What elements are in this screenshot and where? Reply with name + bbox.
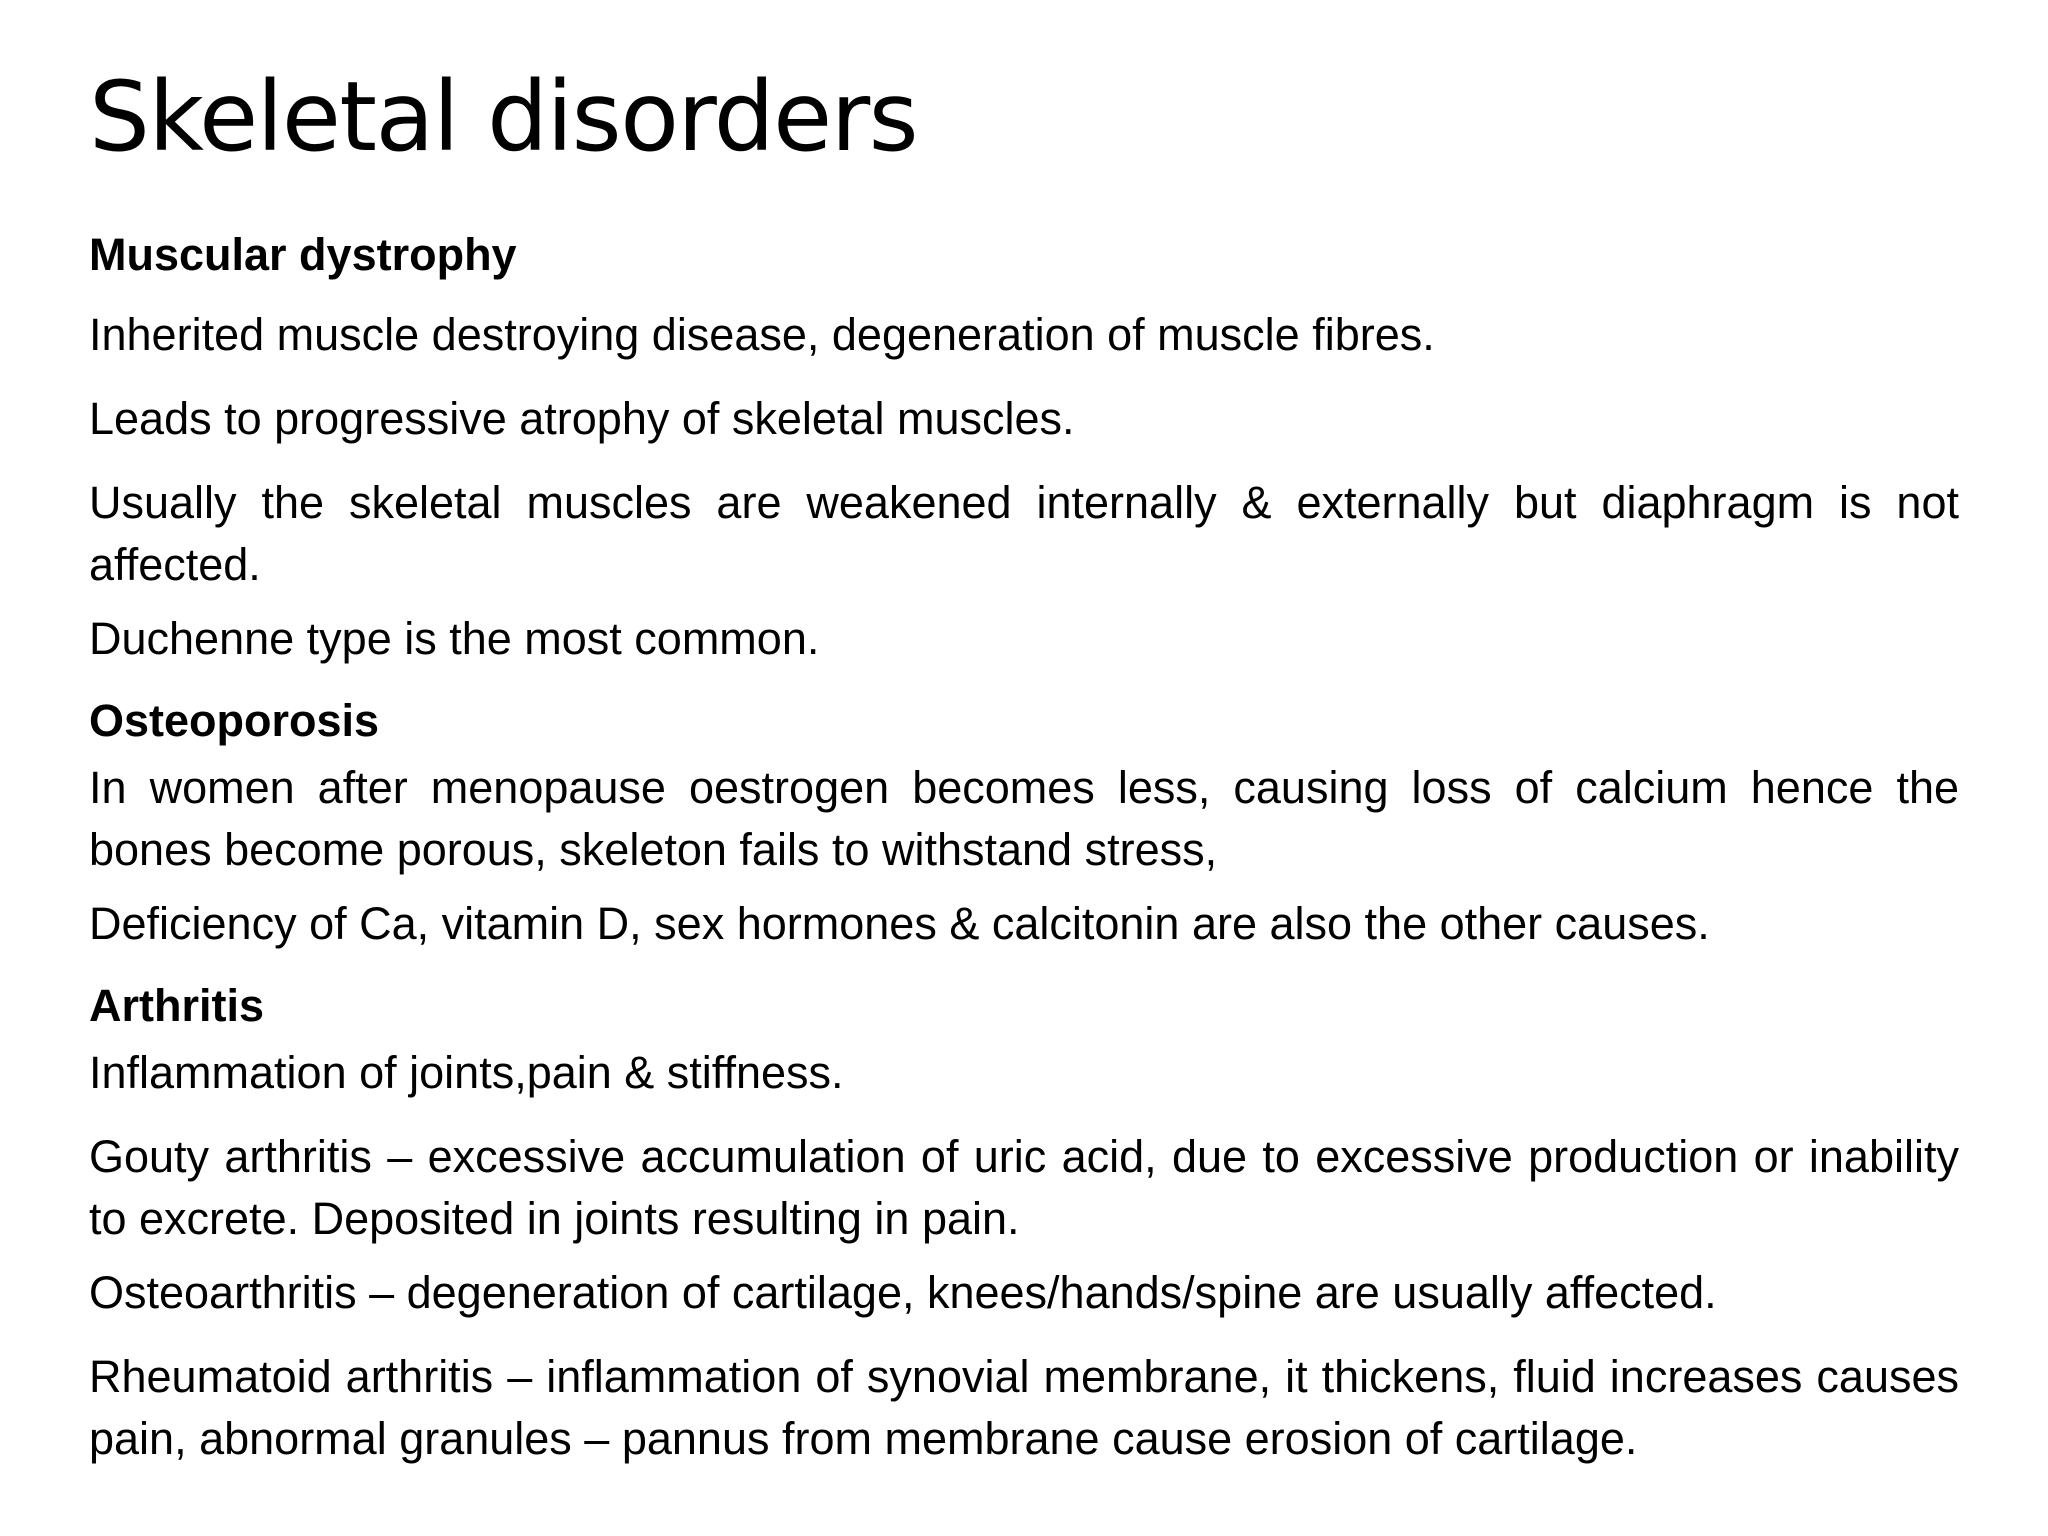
section-heading: Muscular dystrophy (89, 229, 517, 280)
section-paragraph: In women after menopause oestrogen becomes less, causing loss of calcium hence the bones become porous, skeleton fails to withstand stress, (89, 762, 1959, 875)
section-paragraph: Inherited muscle destroying disease, degeneration of muscle fibres. (89, 309, 1435, 360)
section-osteoporosis (89, 690, 1959, 955)
slide-body (89, 224, 1959, 1470)
slide-title: Skeletal disorders (89, 61, 918, 173)
section-paragraph: Osteoarthritis – degeneration of cartilage, knees/hands/spine are usually affected. (89, 1267, 1717, 1318)
section-paragraph: Duchenne type is the most common. (89, 613, 820, 664)
section-arthritis (89, 975, 1959, 1470)
section-paragraph: Usually the skeletal muscles are weakened internally & externally but diaphragm is not affected. (89, 477, 1959, 590)
section-paragraph: Deficiency of Ca, vitamin D, sex hormones & calcitonin are also the other causes. (89, 898, 1710, 949)
section-paragraph: Gouty arthritis – excessive accumulation of uric acid, due to excessive production or inability to excrete. Deposited in joints resulting in pain. (89, 1131, 1959, 1244)
section-heading: Arthritis (89, 980, 265, 1031)
section-muscular-dystrophy (89, 224, 1959, 670)
section-heading: Osteoporosis (89, 695, 380, 746)
section-paragraph: Inflammation of joints,pain & stiffness. (89, 1047, 844, 1098)
section-paragraph: Leads to progressive atrophy of skeletal muscles. (89, 393, 1075, 444)
section-paragraph: Rheumatoid arthritis – inflammation of synovial membrane, it thickens, fluid increases causes pain, abnormal granules – pannus from membrane cause erosion of cartilage. (89, 1351, 1959, 1464)
